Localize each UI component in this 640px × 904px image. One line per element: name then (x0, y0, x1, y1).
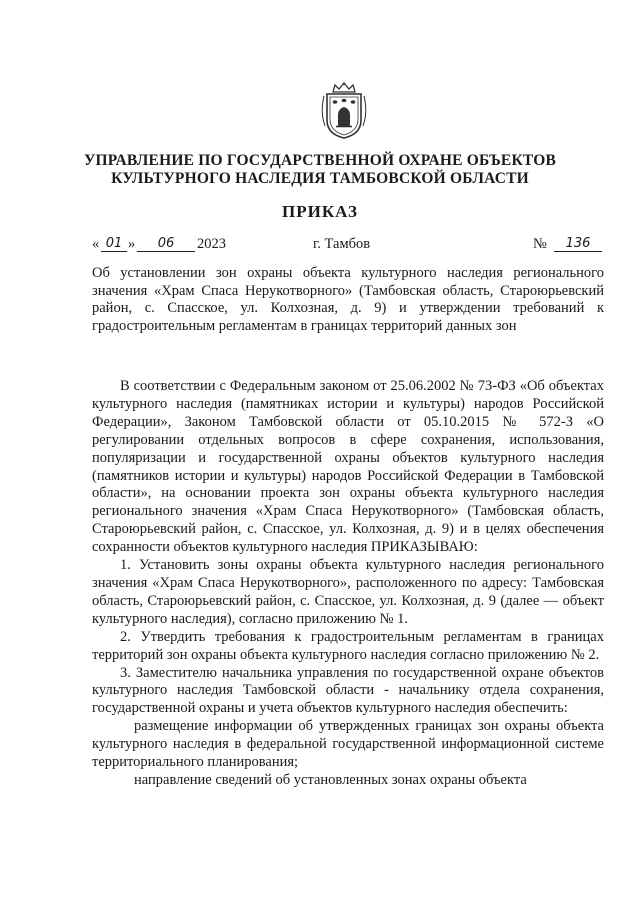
clause-3-item-2: направление сведений об установленных зонах охраны объекта (134, 771, 527, 788)
tambov-coat-of-arms-icon (319, 82, 369, 140)
date-month: 06 (137, 236, 195, 252)
date-number-row (0, 236, 640, 256)
order-body (92, 378, 604, 790)
date-close-quote: » (128, 236, 136, 252)
number-sign: № (533, 236, 547, 252)
date-open-quote: « (92, 236, 100, 252)
document-number: 136 (554, 236, 602, 252)
clause-2-paragraph: 2. Утвердить требования к градостроительным регламентам в границах территорий зон охраны объекта культурного наследия согласно приложению № 2. (92, 628, 604, 663)
organization-name-line2: КУЛЬТУРНОГО НАСЛЕДИЯ ТАМБОВСКОЙ ОБЛАСТИ (111, 170, 529, 187)
clause-3-paragraph: 3. Заместителю начальника управления по государственной охране объектов культурного наследия Тамбовской области - начальнику отдела сохранения, государственной охраны и учета объектов культурного наследия обеспечить: (92, 664, 604, 717)
clause-1-paragraph: 1. Установить зоны охраны объекта культурного наследия регионального значения «Храм Спаса Нерукотворного», расположенного по адресу: Тамбовская область, Староюрьевский район, с. Спасское, ул. Колхозная, д. 9 (далее — объект культурного наследия), согласно приложению № 1. (92, 557, 604, 627)
order-subject: Об установлении зон охраны объекта культурного наследия регионального значения «Храм Спаса Нерукотворного» (Тамбовская область, Староюрьевский район, с. Спасское, ул. Колхозная, д. 9) и утверждении требований к градостроительным регламентам в границах территорий данных зон (92, 265, 604, 334)
organization-name-line1: УПРАВЛЕНИЕ ПО ГОСУДАРСТВЕННОЙ ОХРАНЕ ОБЪЕКТОВ (83, 152, 557, 169)
date-year: 2023 (197, 236, 226, 252)
city-name: г. Тамбов (313, 236, 371, 252)
date-day: 01 (101, 236, 127, 252)
clause-3-item-1: размещение информации об утвержденных границах зон охраны объекта культурного наследия в федеральной государственной информационной системе территориального планирования; (92, 718, 604, 771)
document-type-title: ПРИКАЗ (282, 202, 358, 221)
preamble-paragraph: В соответствии с Федеральным законом от 25.06.2002 № 73-ФЗ «Об объектах культурного наследия (памятниках истории и культуры) народов Российской Федерации», Законом Тамбовской области от 05.10.2015 № 572-З «О регулировании отдельных вопросов в сфере сохранения, использования, популяризации и государственной охраны объектов культурного наследия (памятников истории и культуры) народов Российской Федерации в Тамбовской области», на основании проекта зон охраны объекта культурного наследия регионального значения «Храм Спаса Нерукотворного» (Тамбовская область, Староюрьевский район, с. Спасское, ул. Колхозная, д. 9) и в целях обеспечения сохранности объектов культурного наследия ПРИКАЗЫВАЮ: (92, 378, 604, 556)
